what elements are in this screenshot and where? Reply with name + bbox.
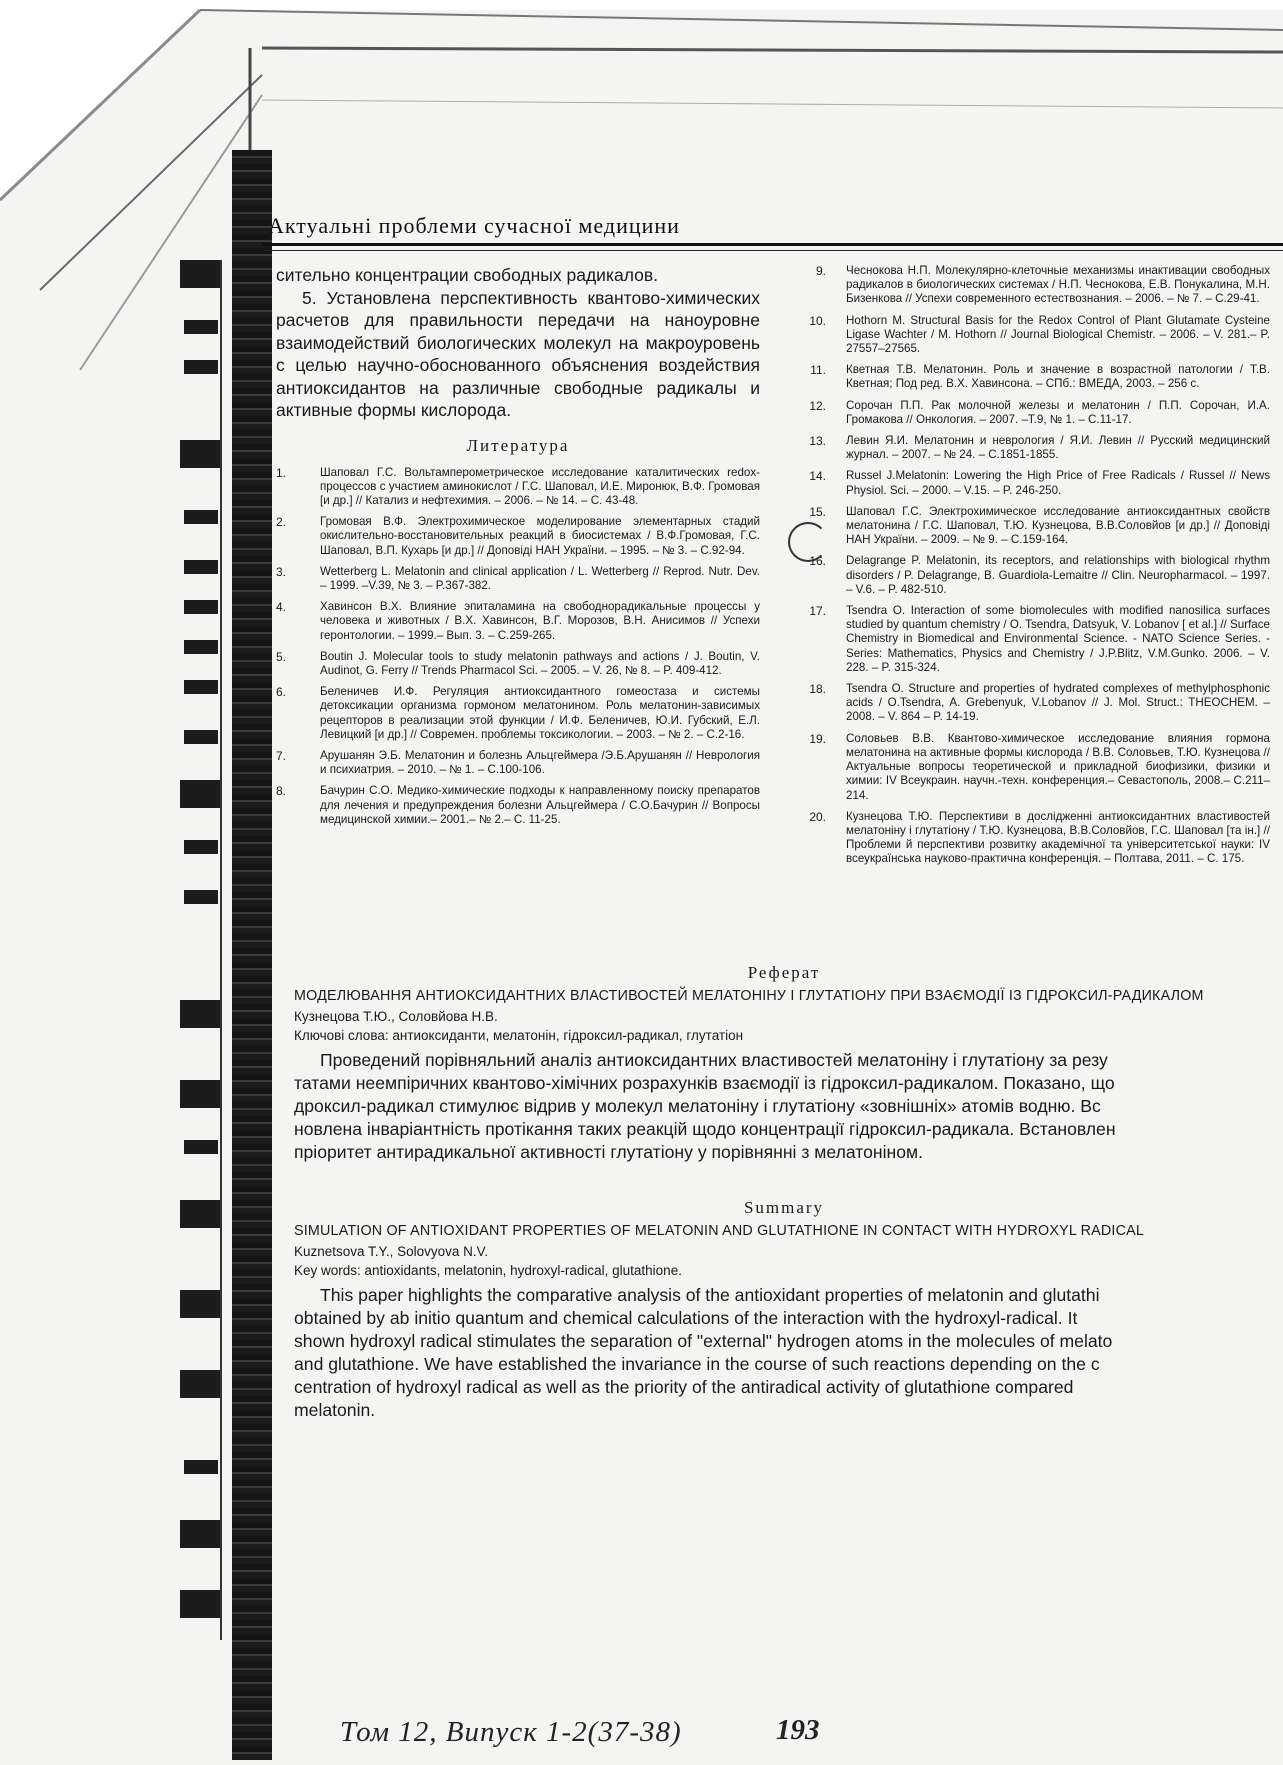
- reference-item: 7. Арушанян Э.Б. Мелатонин и болезнь Альцгеймера /Э.Б.Арушанян // Неврология и психиатрия. – 2010. – № 1. – С.100-106.: [276, 748, 760, 777]
- reference-item: 11. Кветная Т.В. Мелатонин. Роль и значение в возрастной патологии / Т.В. Кветная; Под ред. В.Х. Хавинсона. – СПб.: ВМЕДА, 2003. – 256 с.: [810, 363, 1270, 391]
- reference-list-left: [276, 466, 760, 827]
- summary-authors: Kuznetsova T.Y., Solovyova N.V.: [294, 1244, 489, 1259]
- reference-item: 4. Хавинсон В.Х. Влияние эпиталамина на свободнорадикальные процессы у человека и животных / В.Х. Хавинсон, В.Г. Морозов, В.Н. Анисимов // Успехи геронтологии. – 1999.– Вып. 3. – С.259-265.: [276, 600, 760, 642]
- reference-item: 18. Tsendra O. Structure and properties of hydrated complexes of methylphosphonic acids / O.Tsendra, A. Grebenyuk, V.Lobanov // J. Mol. Struct.: THEOCHEM. – 2008. – V. 864 – P. 14-19.: [809, 682, 1270, 724]
- page-number: 193: [776, 1714, 820, 1746]
- reference-item: 10. Hothorn M. Structural Basis for the Redox Control of Plant Glutamate Cysteine Ligase Wachter / M. Hothorn // Journal Biological Chemistr. – 2006. – V. 281.– P. 27557–27565.: [809, 313, 1270, 356]
- reference-item: 6. Беленичев И.Ф. Регуляция антиоксидантного гомеостаза и системы детоксикации организма гормоном мелатонином. Роль мелатонин-зависимых рецепторов в реализации этой функции / И.Ф. Беленичев, Ю.И. Губский, Е.Л. Левицкий [и др.] // Современ. проблемы токсикологии. – 2003. – № 2. – С.2-16.: [276, 685, 760, 741]
- reference-item: 12. Сорочан П.П. Рак молочной железы и мелатонин / П.П. Сорочан, И.А. Громакова // Онкология. – 2007. –Т.9, № 1. – С.11-17.: [809, 398, 1270, 426]
- reference-item: 16. Delagrange P. Melatonin, its receptors, and relationships with biological rhythm disorders / P. Delagrange, B. Guardiola-Lemaitre // Clin. Neuropharmacol. – 1997. – V.6. – P. 482-510.: [809, 554, 1270, 596]
- handwritten-circle-mark: [788, 522, 828, 562]
- summary-section: [294, 1198, 1274, 1422]
- reference-item: 20. Кузнецова Т.Ю. Перспективи в дослідженні антиоксидантних властивостей мелатоніну і глутатіону / Т.Ю. Кузнецова, В.В.Соловйов, Г.С. Шаповал [та ін.] // Проблеми й перспективи розвитку академічної та університетської науки: IV всеукраїнська науково-практична конференція. – Полтава, 2011. – С. 175.: [809, 809, 1270, 866]
- reference-item: 14. Russel J.Melatonin: Lowering the High Price of Free Radicals / Russel // News Physiol. Sci. – 2000. – V.15. – P. 246-250.: [809, 469, 1270, 497]
- reference-list-right: [800, 264, 1270, 867]
- reference-item: 19. Соловьев В.В. Квантово-химическое исследование влияния гормона мелатонина на активные формы кислорода / В.В. Соловьев, Т.Ю. Кузнецова // Актуальные вопросы теоретической и прикладной биофизики, физики и химии: IV Всеукраин. научн.-техн. конференция.– Севастополь, 2008.– С.211–214.: [809, 731, 1270, 802]
- reference-item: 15. Шаповал Г.С. Электрохимическое исследование антиоксидантных свойств мелатонина / Г.С. Шаповал, Т.Ю. Кузнецова, В.В.Соловйов [и др.] // Доповіді НАН України. – 2009. – № 9. – С.159-164.: [809, 504, 1270, 547]
- summary-body: This paper highlights the comparative analysis of the antioxidant properties of melatonin and glutathi obtained by ab initio quantum and chemical calculations of the interaction with the hydroxyl-radical. It shown hydroxyl radical stimulates the separation of "external" hydrogen atoms in the molecules of melato and glutathione. We have established the invariance in the course of such reactions depending on the c centration of hydroxyl radical as well as the priority of the antiradical activity of glutathione compared melatonin.: [294, 1285, 1113, 1420]
- summary-keywords: Key words: antioxidants, melatonin, hydroxyl-radical, glutathione.: [294, 1263, 682, 1278]
- header-rule: [262, 243, 1283, 246]
- binding-shadow-strip: [232, 150, 272, 1760]
- reference-item: 3. Wetterberg L. Melatonin and clinical application / L. Wetterberg // Reprod. Nutr. Dev. – 1999. –V.39, № 3. – P.367-382.: [276, 564, 760, 592]
- referat-section: [294, 963, 1274, 1164]
- left-column: [276, 264, 760, 834]
- reference-item: 5. Boutin J. Molecular tools to study melatonin pathways and actions / J. Boutin, V. Audinot, G. Ferry // Trends Pharmacol Sci. – 2005. – V. 26, № 8. – P. 409-412.: [276, 649, 760, 677]
- summary-heading: Summary: [743, 1198, 825, 1217]
- summary-title: SIMULATION OF ANTIOXIDANT PROPERTIES OF MELATONIN AND GLUTATHIONE IN CONTACT WITH HYDROXYL RADICAL: [294, 1223, 1144, 1239]
- referat-keywords: Ключові слова: антиоксиданти, мелатонін, гідроксил-радикал, глутатіон: [294, 1028, 744, 1043]
- referat-authors: Кузнецова Т.Ю., Соловйова Н.В.: [294, 1009, 498, 1024]
- reference-item: 13. Левин Я.И. Мелатонин и неврология / Я.И. Левин // Русский медицинский журнал. – 2007. – № 24. – С.1851-1855.: [809, 434, 1270, 462]
- referat-title: МОДЕЛЮВАННЯ АНТИОКСИДАНТНИХ ВЛАСТИВОСТЕЙ МЕЛАТОНІНУ І ГЛУТАТІОНУ ПРИ ВЗАЄМОДІЇ ІЗ ГІДРОКСИЛ-РАДИКАЛОМ: [294, 988, 1204, 1004]
- referat-heading: Реферат: [747, 963, 821, 982]
- literature-title: Литература: [466, 435, 570, 455]
- reference-item: 8. Бачурин С.О. Медико-химические подходы к направленному поиску препаратов для лечения и предупреждения болезни Альцгеймера / С.О.Бачурин // Вопросы медицинской химии.– 2001.– № 2.– С. 11-25.: [276, 784, 760, 826]
- footer-volume: Том 12, Випуск 1-2(37-38): [340, 1716, 682, 1748]
- header-rule-thin: [262, 250, 1283, 251]
- reference-item: 2. Громовая В.Ф. Электрохимическое моделирование элементарных стадий окислительно-восстановительных реакций в биосистемах / В.Ф.Громовая, Г.С. Шаповал, В.П. Кухарь [и др.] // Доповіді НАН України. – 1995. – № 3. – С.92-94.: [276, 515, 760, 557]
- reference-item: 17. Tsendra O. Interaction of some biomolecules with modified nanosilica surfaces studied by quantum chemistry / O. Tsendra, Datsyuk, V. Lobanov [ et al.] // Surface Chemistry in Biomedical and Environmental Science. - NATO Science Series. - Series: Mathematics, Physics and Chemistry / J.P.Blitz, V.M.Gunko. 2006. – V. 228. – P. 315-324.: [809, 604, 1270, 674]
- reference-item: 1. Шаповал Г.С. Вольтамперометрическое исследование каталитических redox-процессов с участием аминокислот / Г.С. Шаповал, И.Е. Миронюк, В.Ф. Громовая [и др.] // Катализ и нефтехимия. – 2006. – № 14. – С. 43-48.: [276, 465, 760, 507]
- reference-item: 9. Чеснокова Н.П. Молекулярно-клеточные механизмы инактивации свободных радикалов в биологических системах / Н.П. Чеснокова, Е.В. Понукалина, М.Н. Бизенкова // Успехи современного естествознания. – 2006. – № 7. – С.29-41.: [815, 264, 1270, 306]
- right-column: [800, 264, 1270, 874]
- conclusion-point-5: 5. Установлена перспективность квантово-химических расчетов для правильности передачи на наноуровне взаимодействий биологических молекул на макроуровень с целью научно-обоснованного объяснения воздействия антиоксидантов на различные свободные радикалы и активные формы кислорода.: [276, 287, 760, 420]
- scan-ruler-marks: [160, 260, 230, 1640]
- running-header: Актуальні проблеми сучасної медицини: [268, 213, 680, 238]
- intro-continuation: сительно концентрации свободных радикалов.: [276, 265, 659, 285]
- referat-body: Проведений порівняльний аналіз антиоксидантних властивостей мелатоніну і глутатіону за резу татами неемпіричних квантово-хімічних розрахунків взаємодії із гідроксил-радикалом. Показано, що дроксил-радикал стимулює відрив у молекул мелатоніну і глутатіону «зовнішніх» атомів водню. Вс новлена інваріантність протікання таких реакцій щодо концентрації гідроксил-радикала. Встановлен пріоритет антирадикальної активності глутатіону у порівнянні з мелатоніном.: [294, 1050, 1116, 1162]
